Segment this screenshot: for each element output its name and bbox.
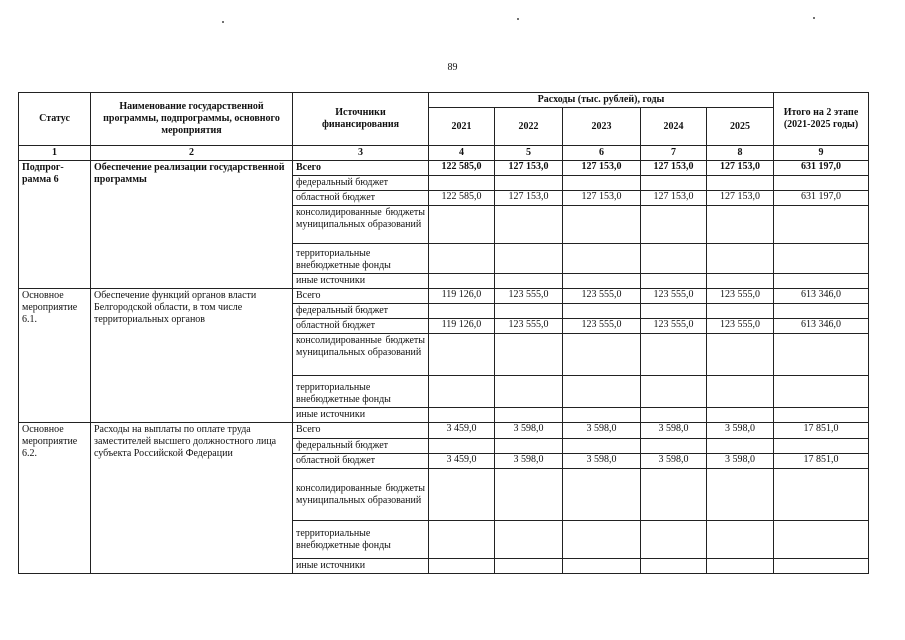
total-cell: 17 851,0 xyxy=(774,423,869,439)
value-cell xyxy=(429,376,495,408)
total-cell xyxy=(774,304,869,319)
value-cell: 127 153,0 xyxy=(641,161,707,176)
value-cell: 3 598,0 xyxy=(641,454,707,469)
value-cell xyxy=(563,206,641,244)
value-cell: 3 598,0 xyxy=(707,423,774,439)
column-number: 6 xyxy=(563,146,641,161)
total-cell xyxy=(774,521,869,559)
column-number-row xyxy=(19,146,869,161)
value-cell: 119 126,0 xyxy=(429,289,495,304)
value-cell xyxy=(641,206,707,244)
value-cell: 3 598,0 xyxy=(707,454,774,469)
value-cell xyxy=(641,439,707,454)
value-cell xyxy=(563,334,641,376)
value-cell xyxy=(563,304,641,319)
value-cell xyxy=(641,469,707,521)
value-cell xyxy=(495,206,563,244)
header-status: Статус xyxy=(19,93,91,146)
value-cell: 3 598,0 xyxy=(495,423,563,439)
total-cell xyxy=(774,408,869,423)
value-cell: 127 153,0 xyxy=(563,161,641,176)
value-cell: 127 153,0 xyxy=(495,191,563,206)
header-name: Наименование государственной программы, подпрограммы, основного мероприятия xyxy=(91,93,293,146)
value-cell: 3 459,0 xyxy=(429,423,495,439)
source-label: иные источники xyxy=(293,274,429,289)
source-label: федеральный бюджет xyxy=(293,176,429,191)
column-number: 2 xyxy=(91,146,293,161)
source-label: Всего xyxy=(293,423,429,439)
source-label: Всего xyxy=(293,289,429,304)
value-cell: 3 459,0 xyxy=(429,454,495,469)
page-number: 89 xyxy=(447,62,458,73)
header-expenses: Расходы (тыс. рублей), годы xyxy=(429,93,774,108)
value-cell xyxy=(495,469,563,521)
column-number: 5 xyxy=(495,146,563,161)
value-cell xyxy=(429,469,495,521)
scan-speck xyxy=(222,21,224,23)
value-cell: 3 598,0 xyxy=(563,454,641,469)
value-cell: 123 555,0 xyxy=(563,289,641,304)
source-label: территориальные внебюджетные фонды xyxy=(293,521,429,559)
table-row xyxy=(19,161,869,176)
header-year: 2022 xyxy=(495,108,563,146)
value-cell xyxy=(707,439,774,454)
value-cell xyxy=(563,521,641,559)
header-year: 2023 xyxy=(563,108,641,146)
header-sources: Источники финансирования xyxy=(293,93,429,146)
value-cell xyxy=(495,244,563,274)
source-label: федеральный бюджет xyxy=(293,439,429,454)
column-number: 1 xyxy=(19,146,91,161)
value-cell: 119 126,0 xyxy=(429,319,495,334)
value-cell xyxy=(641,559,707,574)
value-cell xyxy=(429,559,495,574)
total-cell xyxy=(774,559,869,574)
value-cell xyxy=(641,408,707,423)
value-cell: 127 153,0 xyxy=(563,191,641,206)
value-cell xyxy=(495,176,563,191)
value-cell xyxy=(563,469,641,521)
total-cell xyxy=(774,274,869,289)
value-cell xyxy=(429,176,495,191)
column-number: 3 xyxy=(293,146,429,161)
value-cell xyxy=(429,408,495,423)
value-cell xyxy=(707,376,774,408)
value-cell xyxy=(429,274,495,289)
source-label: областной бюджет xyxy=(293,191,429,206)
value-cell xyxy=(707,559,774,574)
budget-table xyxy=(18,92,869,574)
header-year: 2024 xyxy=(641,108,707,146)
header-year: 2025 xyxy=(707,108,774,146)
total-cell xyxy=(774,469,869,521)
header-year: 2021 xyxy=(429,108,495,146)
value-cell xyxy=(495,334,563,376)
source-label: консолидированные бюджеты муниципальных образований xyxy=(293,206,429,244)
group-name: Расходы на выплаты по оплате труда заместителей высшего должностного лица субъекта Российской Федерации xyxy=(91,423,293,574)
value-cell xyxy=(563,376,641,408)
source-label: Всего xyxy=(293,161,429,176)
table-row xyxy=(19,423,869,439)
value-cell: 127 153,0 xyxy=(495,161,563,176)
total-cell xyxy=(774,439,869,454)
source-label: иные источники xyxy=(293,559,429,574)
table-row xyxy=(19,289,869,304)
source-label: консолидированные бюджеты муниципальных образований xyxy=(293,334,429,376)
group-status: Подпрог-рамма 6 xyxy=(19,161,91,289)
header-total: Итого на 2 этапе (2021-2025 годы) xyxy=(774,93,869,146)
value-cell xyxy=(495,439,563,454)
value-cell: 123 555,0 xyxy=(495,289,563,304)
column-number: 4 xyxy=(429,146,495,161)
source-label: иные источники xyxy=(293,408,429,423)
value-cell xyxy=(641,521,707,559)
value-cell xyxy=(495,304,563,319)
group-subprogram-6 xyxy=(19,161,869,289)
value-cell: 3 598,0 xyxy=(495,454,563,469)
group-activity-6-2 xyxy=(19,423,869,574)
value-cell xyxy=(707,304,774,319)
value-cell: 123 555,0 xyxy=(495,319,563,334)
total-cell: 631 197,0 xyxy=(774,161,869,176)
total-cell xyxy=(774,376,869,408)
source-label: территориальные внебюджетные фонды xyxy=(293,376,429,408)
value-cell: 127 153,0 xyxy=(707,161,774,176)
source-label: консолидированные бюджеты муниципальных образований xyxy=(293,469,429,521)
value-cell xyxy=(707,408,774,423)
source-label: федеральный бюджет xyxy=(293,304,429,319)
value-cell: 122 585,0 xyxy=(429,161,495,176)
total-cell: 613 346,0 xyxy=(774,289,869,304)
value-cell xyxy=(707,274,774,289)
value-cell xyxy=(429,244,495,274)
value-cell xyxy=(707,206,774,244)
value-cell xyxy=(495,521,563,559)
value-cell xyxy=(563,439,641,454)
header-row-1 xyxy=(19,93,869,108)
value-cell xyxy=(429,521,495,559)
value-cell: 127 153,0 xyxy=(707,191,774,206)
value-cell xyxy=(641,334,707,376)
value-cell xyxy=(495,274,563,289)
value-cell xyxy=(563,408,641,423)
scan-speck xyxy=(813,17,815,19)
total-cell: 631 197,0 xyxy=(774,191,869,206)
value-cell xyxy=(495,408,563,423)
value-cell: 123 555,0 xyxy=(707,319,774,334)
total-cell: 613 346,0 xyxy=(774,319,869,334)
value-cell: 122 585,0 xyxy=(429,191,495,206)
group-name: Обеспечение функций органов власти Белгородской области, в том числе территориальных органов xyxy=(91,289,293,423)
column-number: 7 xyxy=(641,146,707,161)
value-cell xyxy=(429,334,495,376)
value-cell xyxy=(495,376,563,408)
total-cell xyxy=(774,206,869,244)
total-cell xyxy=(774,176,869,191)
source-label: областной бюджет xyxy=(293,319,429,334)
group-status: Основное мероприятие 6.1. xyxy=(19,289,91,423)
value-cell xyxy=(563,559,641,574)
group-name: Обеспечение реализации государственной программы xyxy=(91,161,293,289)
value-cell: 127 153,0 xyxy=(641,191,707,206)
value-cell xyxy=(563,244,641,274)
value-cell xyxy=(429,439,495,454)
value-cell xyxy=(641,244,707,274)
value-cell xyxy=(707,521,774,559)
value-cell xyxy=(563,274,641,289)
value-cell xyxy=(495,559,563,574)
column-number: 9 xyxy=(774,146,869,161)
group-activity-6-1 xyxy=(19,289,869,423)
value-cell xyxy=(641,274,707,289)
value-cell xyxy=(641,304,707,319)
total-cell xyxy=(774,334,869,376)
value-cell xyxy=(641,176,707,191)
value-cell: 123 555,0 xyxy=(641,319,707,334)
value-cell xyxy=(563,176,641,191)
value-cell xyxy=(707,334,774,376)
value-cell: 3 598,0 xyxy=(641,423,707,439)
value-cell: 123 555,0 xyxy=(563,319,641,334)
value-cell xyxy=(429,304,495,319)
group-status: Основное мероприятие 6.2. xyxy=(19,423,91,574)
value-cell xyxy=(707,244,774,274)
value-cell xyxy=(707,469,774,521)
value-cell xyxy=(707,176,774,191)
scan-speck xyxy=(517,18,519,20)
value-cell xyxy=(429,206,495,244)
value-cell: 123 555,0 xyxy=(641,289,707,304)
source-label: территориальные внебюджетные фонды xyxy=(293,244,429,274)
value-cell: 123 555,0 xyxy=(707,289,774,304)
source-label: областной бюджет xyxy=(293,454,429,469)
column-number: 8 xyxy=(707,146,774,161)
total-cell xyxy=(774,244,869,274)
total-cell: 17 851,0 xyxy=(774,454,869,469)
value-cell xyxy=(641,376,707,408)
value-cell: 3 598,0 xyxy=(563,423,641,439)
